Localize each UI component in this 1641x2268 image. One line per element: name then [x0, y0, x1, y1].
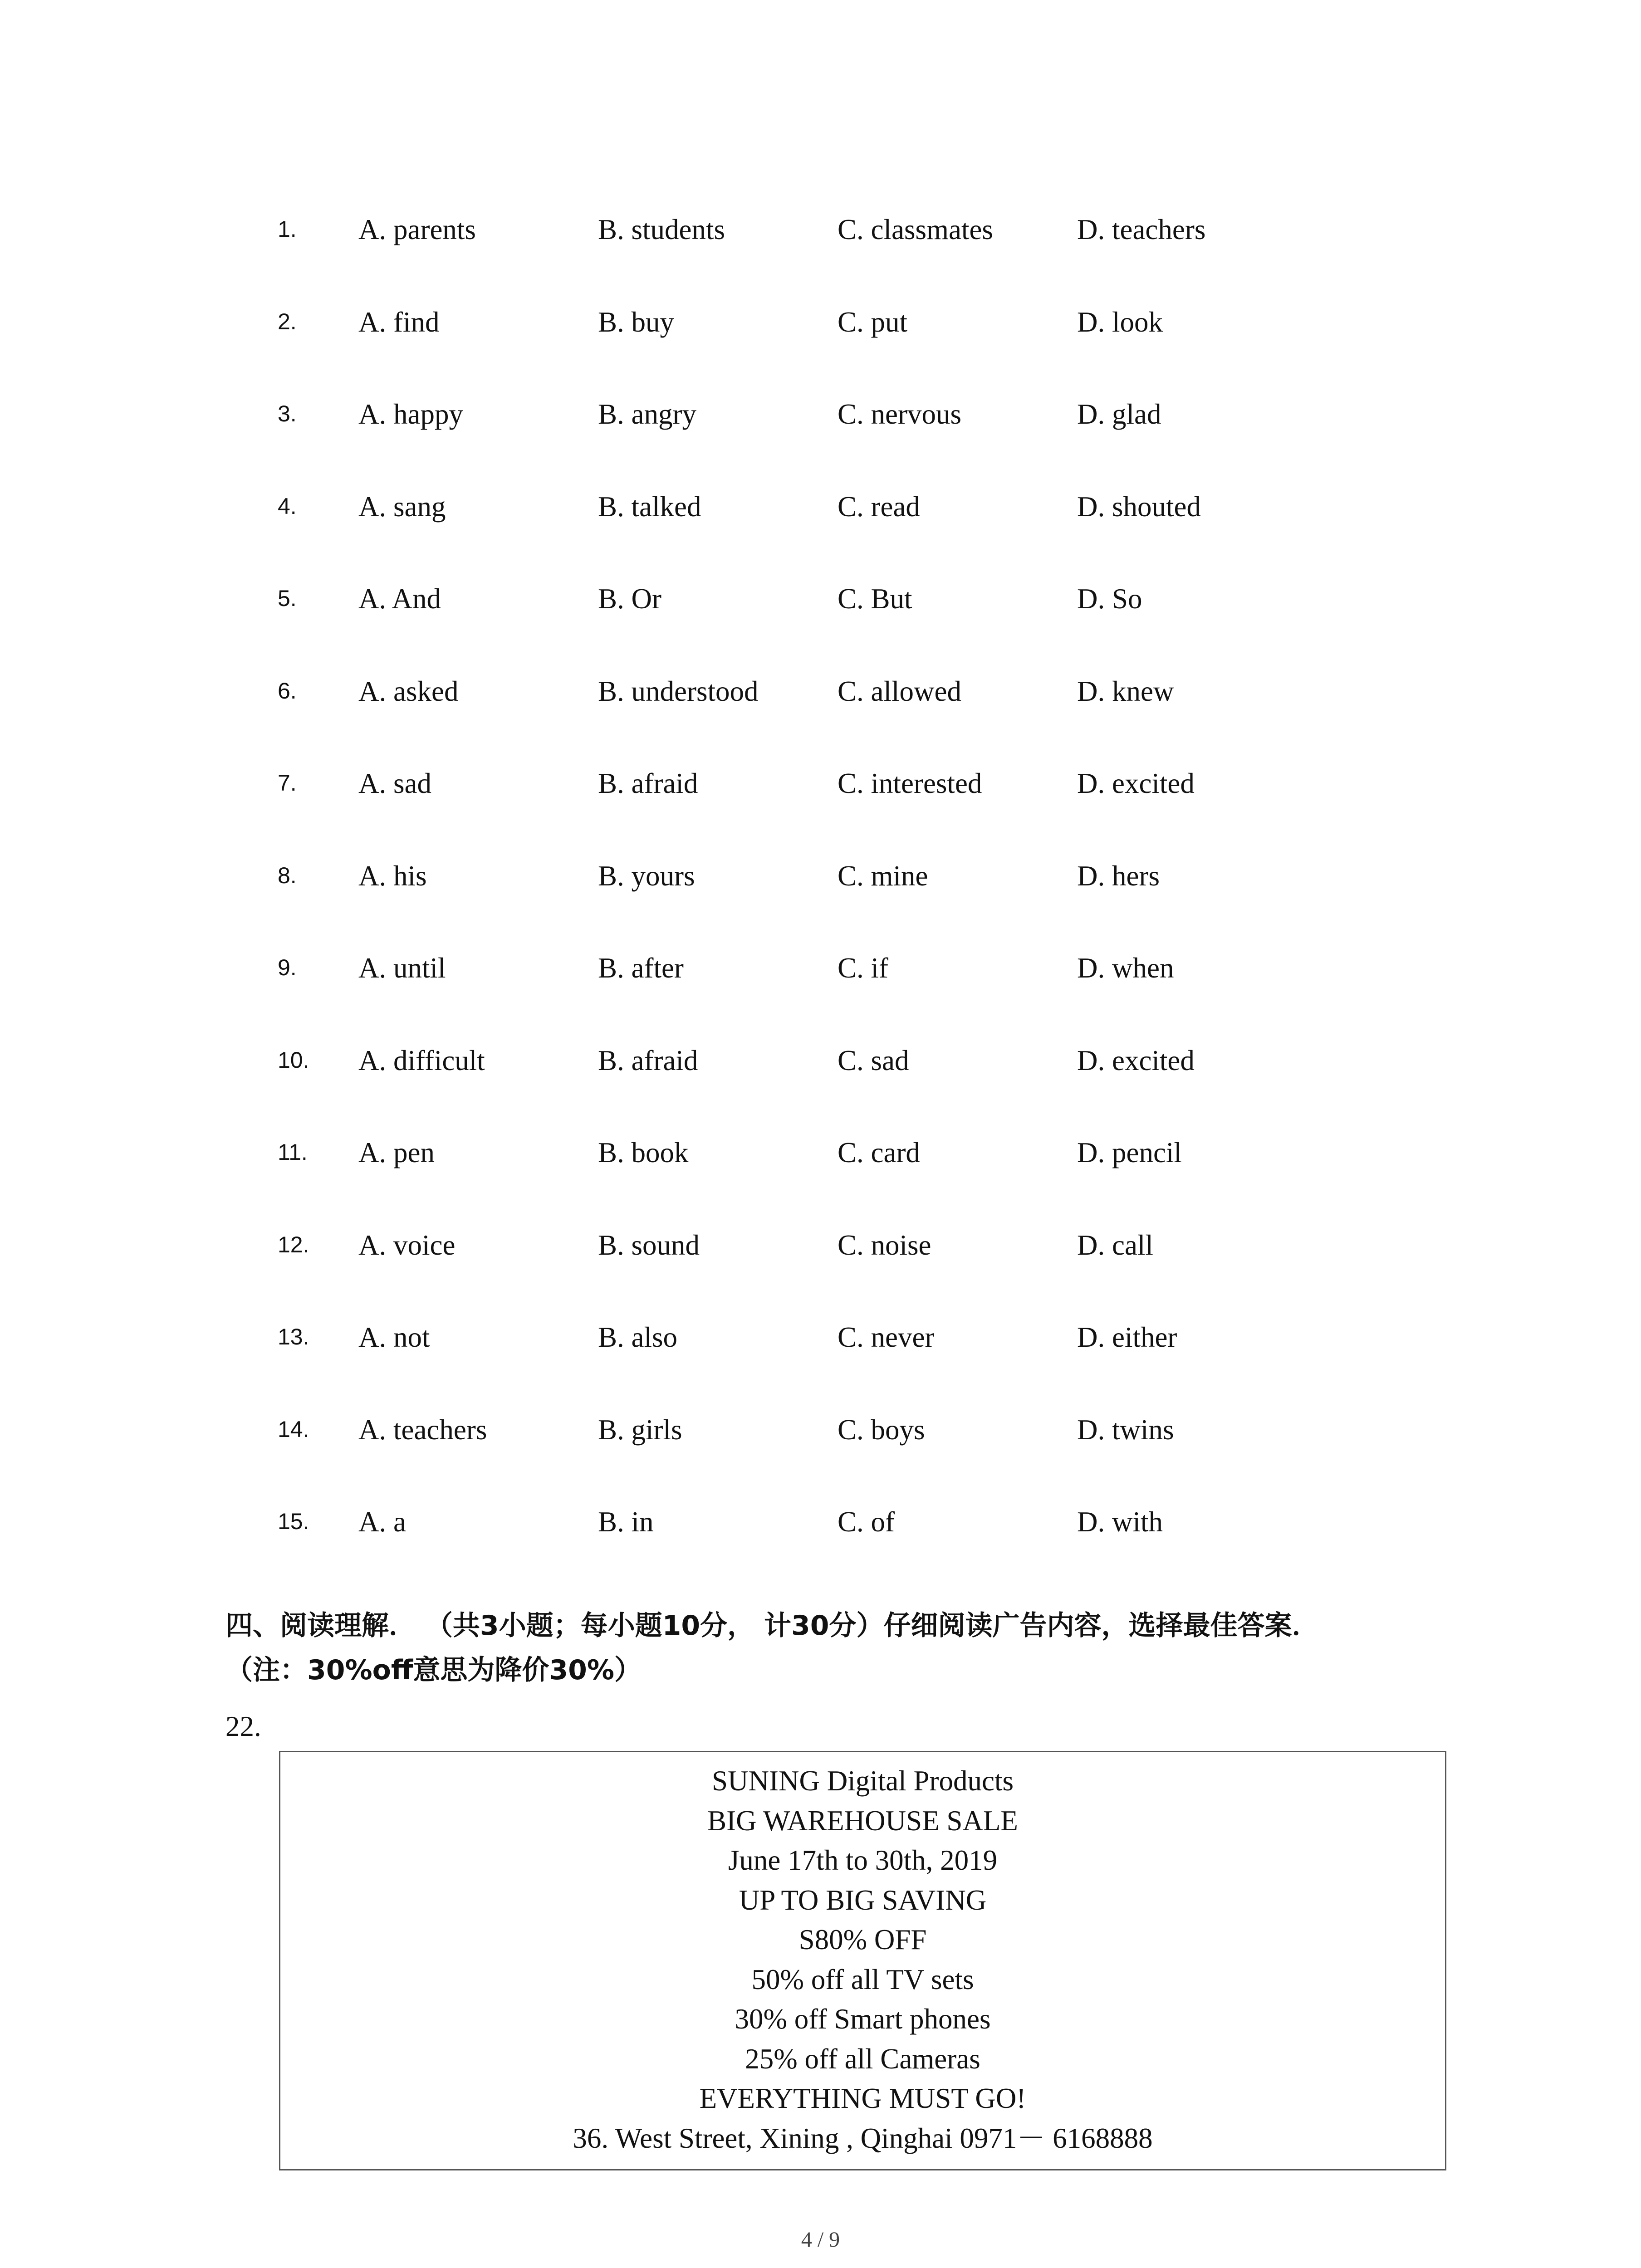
option-a: A. And — [358, 583, 441, 615]
question-option-row — [0, 860, 1641, 914]
option-b: B. Or — [598, 583, 661, 615]
option-d: D. when — [1077, 952, 1174, 984]
question-number-label: 13. — [278, 1324, 309, 1349]
question-option-row — [0, 213, 1641, 268]
question-number-label: 5. — [278, 586, 297, 611]
ad-line: 36. West Street, Xining , Qinghai 0971－ 6168888 — [573, 2122, 1153, 2154]
advertisement-box — [279, 1751, 1446, 2170]
option-a: A. asked — [358, 675, 459, 707]
question-option-row — [0, 1505, 1641, 1560]
option-b: B. talked — [598, 490, 701, 523]
option-c: C. card — [838, 1137, 920, 1168]
question-number-label: 15. — [278, 1509, 309, 1534]
option-a: A. parents — [358, 214, 476, 245]
ad-line: 50% off all TV sets — [751, 1963, 974, 1995]
section-heading-line-2: （注：30%off意思为降价30%） — [225, 1654, 642, 1686]
question-option-row — [0, 1136, 1641, 1191]
option-b: B. also — [598, 1321, 678, 1353]
option-d: D. either — [1077, 1321, 1177, 1353]
question-number-label: 9. — [278, 955, 297, 980]
option-a: A. happy — [358, 398, 463, 430]
option-d: D. twins — [1077, 1413, 1174, 1446]
option-a: A. a — [358, 1506, 406, 1538]
ad-line: S80% OFF — [798, 1924, 927, 1955]
option-d: D. knew — [1077, 675, 1174, 707]
option-b: B. book — [598, 1137, 689, 1168]
page-number: 4 / 9 — [801, 2228, 840, 2252]
option-d: D. So — [1077, 583, 1142, 615]
ad-line: 30% off Smart phones — [735, 2003, 991, 2035]
option-c: C. read — [838, 490, 920, 523]
question-number-label: 4. — [278, 493, 297, 519]
question-option-row — [0, 1229, 1641, 1283]
question-option-row — [0, 306, 1641, 360]
option-a: A. until — [358, 952, 446, 984]
question-option-row — [0, 1321, 1641, 1375]
question-option-row — [0, 1413, 1641, 1468]
question-number-label: 3. — [278, 401, 297, 426]
question-number: 22. — [225, 1711, 261, 1742]
option-a: A. pen — [358, 1137, 435, 1168]
question-option-row — [0, 490, 1641, 545]
question-number-label: 1. — [278, 216, 297, 242]
option-d: D. look — [1077, 306, 1163, 338]
option-a: A. sad — [358, 767, 431, 799]
option-c: C. sad — [838, 1044, 909, 1076]
section-heading — [225, 1603, 1496, 1692]
option-d: D. excited — [1077, 1044, 1195, 1076]
option-c: C. put — [838, 306, 908, 338]
option-a: A. sang — [358, 490, 446, 523]
ad-line: UP TO BIG SAVING — [739, 1884, 987, 1916]
option-d: D. hers — [1077, 860, 1160, 892]
question-number-label: 12. — [278, 1232, 309, 1257]
question-option-row — [0, 582, 1641, 637]
question-number-label: 11. — [278, 1139, 308, 1165]
option-b: B. buy — [598, 306, 675, 338]
question-number-label: 7. — [278, 770, 297, 796]
option-c: C. noise — [838, 1229, 931, 1261]
option-c: C. classmates — [838, 214, 993, 245]
option-c: C. of — [838, 1506, 895, 1538]
option-a: A. difficult — [358, 1044, 485, 1076]
advertisement-text — [280, 1761, 1445, 2158]
option-c: C. boys — [838, 1413, 925, 1446]
question-number-label: 6. — [278, 678, 297, 704]
option-c: C. never — [838, 1321, 935, 1353]
option-a: A. teachers — [358, 1413, 487, 1446]
question-number-label: 8. — [278, 862, 297, 888]
question-number-label: 2. — [278, 308, 297, 334]
section-heading-line-1: 四、阅读理解． （共3小题；每小题10分， 计30分）仔细阅读广告内容，选择最佳答案． — [225, 1610, 1319, 1642]
question-number-label: 10. — [278, 1047, 309, 1073]
option-b: B. girls — [598, 1413, 682, 1446]
option-c: C. if — [838, 952, 889, 984]
option-b: B. sound — [598, 1229, 700, 1261]
option-c: C. mine — [838, 860, 928, 892]
option-a: A. not — [358, 1321, 430, 1353]
option-b: B. afraid — [598, 1044, 698, 1076]
option-d: D. shouted — [1077, 490, 1201, 523]
option-a: A. his — [358, 860, 427, 892]
option-b: B. angry — [598, 398, 696, 430]
option-d: D. with — [1077, 1506, 1163, 1538]
option-d: D. call — [1077, 1229, 1153, 1261]
option-c: C. allowed — [838, 675, 961, 707]
ad-line: 25% off all Cameras — [745, 2043, 980, 2075]
option-b: B. yours — [598, 860, 695, 892]
ad-line: EVERYTHING MUST GO! — [699, 2082, 1026, 2114]
option-a: A. find — [358, 306, 440, 338]
question-option-row — [0, 1044, 1641, 1099]
option-b: B. students — [598, 214, 725, 245]
option-b: B. understood — [598, 675, 759, 707]
option-b: B. after — [598, 952, 684, 984]
option-d: D. pencil — [1077, 1137, 1182, 1168]
ad-line: BIG WAREHOUSE SALE — [707, 1804, 1018, 1837]
option-c: C. interested — [838, 767, 982, 799]
question-option-row — [0, 952, 1641, 1006]
option-c: C. nervous — [838, 398, 961, 430]
option-d: D. glad — [1077, 398, 1161, 430]
ad-line: SUNING Digital Products — [712, 1765, 1014, 1797]
question-option-row — [0, 398, 1641, 452]
option-d: D. excited — [1077, 767, 1195, 799]
ad-line: June 17th to 30th, 2019 — [728, 1844, 998, 1876]
option-b: B. in — [598, 1506, 654, 1538]
option-c: C. But — [838, 583, 912, 615]
option-d: D. teachers — [1077, 214, 1206, 245]
question-number-label: 14. — [278, 1416, 309, 1442]
question-option-row — [0, 675, 1641, 729]
option-a: A. voice — [358, 1229, 456, 1261]
option-b: B. afraid — [598, 767, 698, 799]
question-option-row — [0, 767, 1641, 821]
